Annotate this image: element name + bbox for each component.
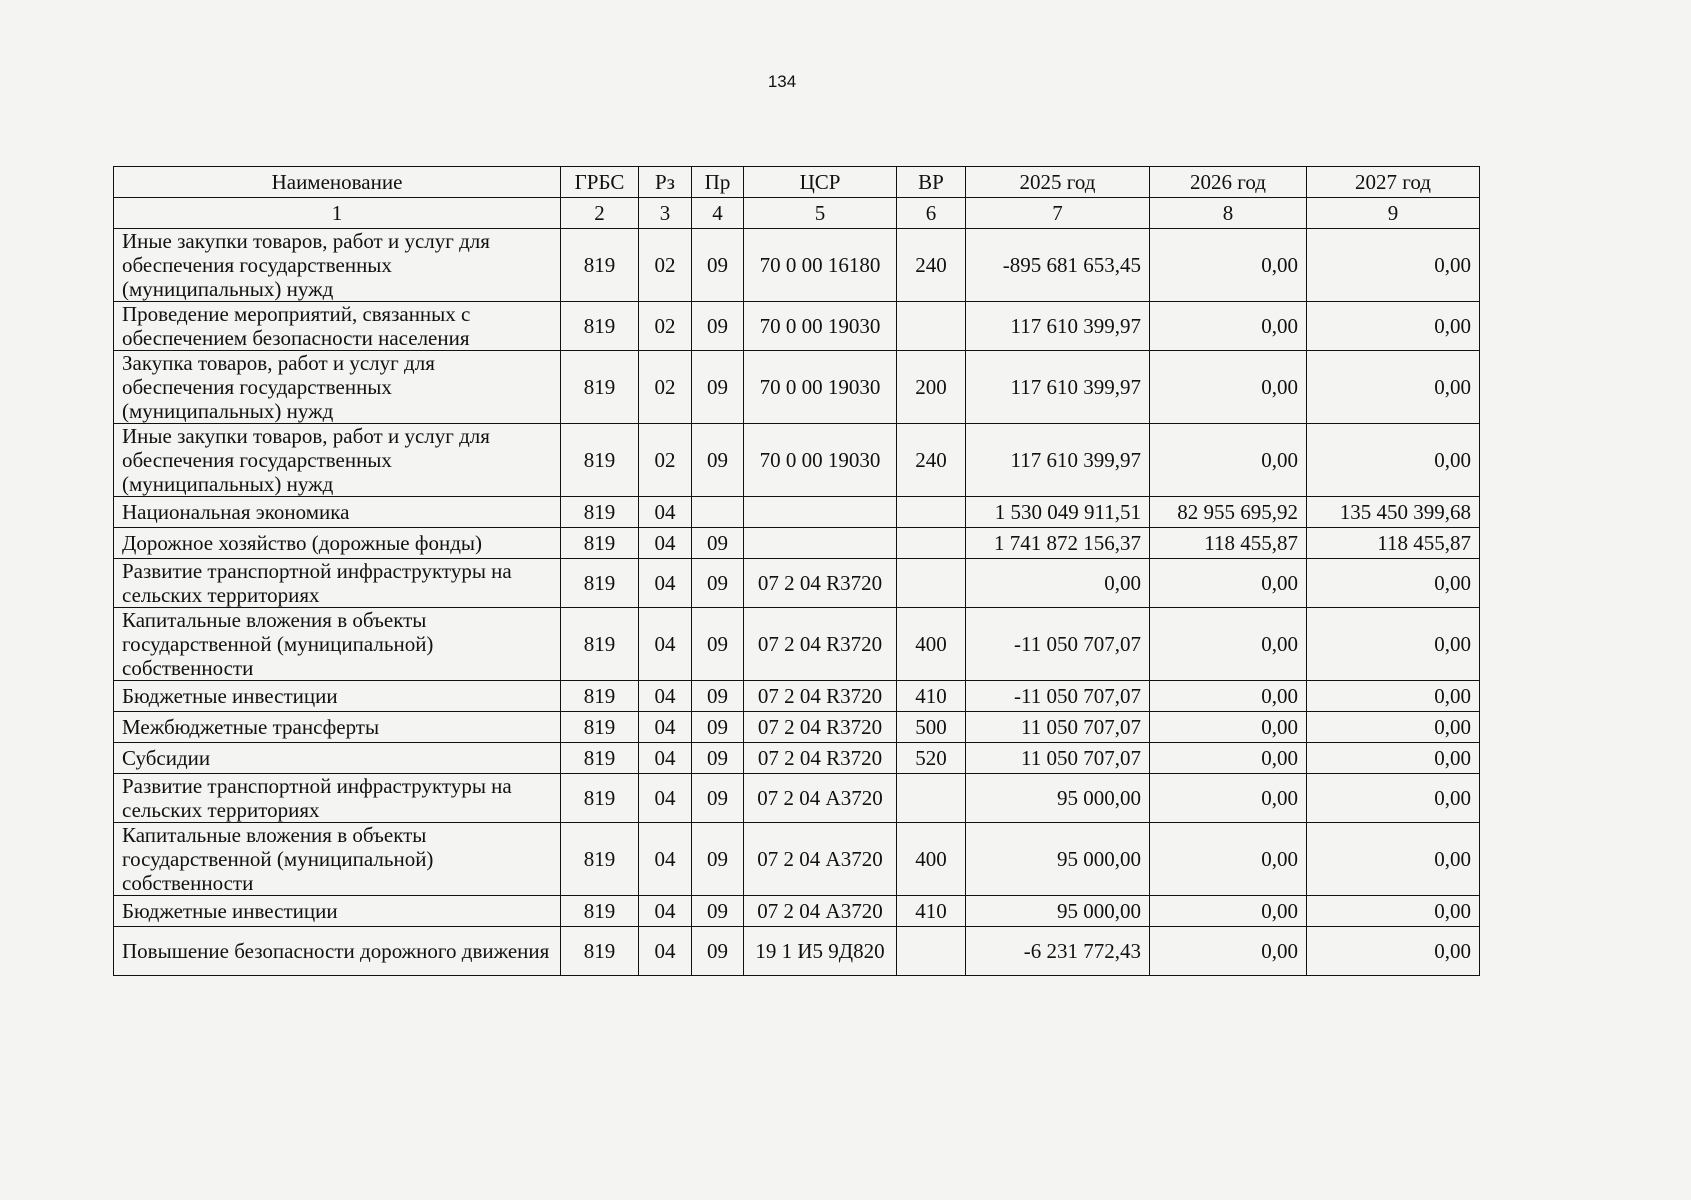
- cell-2027: 0,00: [1307, 229, 1480, 302]
- cell-pr: 09: [692, 896, 744, 927]
- header-vr: ВР: [897, 167, 966, 198]
- budget-table: [113, 166, 1480, 976]
- cell-vr: 400: [897, 608, 966, 681]
- table-row: [114, 927, 1480, 976]
- cell-csr: 07 2 04 А3720: [744, 896, 897, 927]
- cell-pr: 09: [692, 681, 744, 712]
- cell-pr: 09: [692, 424, 744, 497]
- table-row: [114, 302, 1480, 351]
- cell-pr: 09: [692, 559, 744, 608]
- cell-2026: 0,00: [1150, 681, 1307, 712]
- cell-rz: 02: [639, 302, 692, 351]
- cell-vr: 500: [897, 712, 966, 743]
- cell-grbs: 819: [561, 424, 639, 497]
- cell-2026: 0,00: [1150, 896, 1307, 927]
- cell-csr: 07 2 04 R3720: [744, 743, 897, 774]
- cell-pr: 09: [692, 823, 744, 896]
- column-index: 9: [1307, 198, 1480, 229]
- cell-2025: 117 610 399,97: [966, 351, 1150, 424]
- cell-2025: 11 050 707,07: [966, 743, 1150, 774]
- cell-vr: [897, 302, 966, 351]
- cell-grbs: 819: [561, 774, 639, 823]
- cell-name: Проведение мероприятий, связанных с обеспечением безопасности населения: [114, 302, 561, 351]
- cell-csr: 07 2 04 А3720: [744, 774, 897, 823]
- cell-grbs: 819: [561, 896, 639, 927]
- cell-grbs: 819: [561, 528, 639, 559]
- column-index: 1: [114, 198, 561, 229]
- table-row: [114, 774, 1480, 823]
- table-row: [114, 823, 1480, 896]
- cell-2026: 0,00: [1150, 823, 1307, 896]
- cell-2026: 0,00: [1150, 608, 1307, 681]
- cell-2027: 0,00: [1307, 351, 1480, 424]
- cell-2025: 0,00: [966, 559, 1150, 608]
- table-row: [114, 559, 1480, 608]
- cell-2026: 0,00: [1150, 229, 1307, 302]
- cell-2026: 0,00: [1150, 927, 1307, 976]
- table-row: [114, 229, 1480, 302]
- cell-2026: 0,00: [1150, 424, 1307, 497]
- cell-pr: [692, 497, 744, 528]
- cell-2026: 0,00: [1150, 743, 1307, 774]
- cell-rz: 04: [639, 497, 692, 528]
- cell-rz: 02: [639, 424, 692, 497]
- header-csr: ЦСР: [744, 167, 897, 198]
- cell-pr: 09: [692, 229, 744, 302]
- column-index: 7: [966, 198, 1150, 229]
- cell-csr: 70 0 00 16180: [744, 229, 897, 302]
- cell-name: Иные закупки товаров, работ и услуг для обеспечения государственных (муниципальных) нужд: [114, 424, 561, 497]
- table-row: [114, 497, 1480, 528]
- cell-2027: 0,00: [1307, 712, 1480, 743]
- cell-grbs: 819: [561, 681, 639, 712]
- header-2026: 2026 год: [1150, 167, 1307, 198]
- cell-2025: 117 610 399,97: [966, 424, 1150, 497]
- cell-pr: 09: [692, 528, 744, 559]
- cell-name: Бюджетные инвестиции: [114, 896, 561, 927]
- cell-pr: 09: [692, 774, 744, 823]
- cell-2025: 1 741 872 156,37: [966, 528, 1150, 559]
- table-row: [114, 528, 1480, 559]
- header-row: [114, 167, 1480, 198]
- column-index: 4: [692, 198, 744, 229]
- cell-2025: 95 000,00: [966, 774, 1150, 823]
- table-row: [114, 743, 1480, 774]
- cell-grbs: 819: [561, 497, 639, 528]
- cell-grbs: 819: [561, 927, 639, 976]
- cell-csr: [744, 497, 897, 528]
- cell-2026: 0,00: [1150, 774, 1307, 823]
- cell-csr: 07 2 04 R3720: [744, 559, 897, 608]
- header-2025: 2025 год: [966, 167, 1150, 198]
- table-row: [114, 351, 1480, 424]
- cell-2027: 0,00: [1307, 424, 1480, 497]
- cell-name: Развитие транспортной инфраструктуры на сельских территориях: [114, 559, 561, 608]
- cell-name: Бюджетные инвестиции: [114, 681, 561, 712]
- page-number: 134: [767, 72, 797, 91]
- cell-vr: [897, 528, 966, 559]
- cell-2027: 0,00: [1307, 896, 1480, 927]
- table-row: [114, 896, 1480, 927]
- table-row: [114, 608, 1480, 681]
- cell-2027: 0,00: [1307, 823, 1480, 896]
- table-row: [114, 681, 1480, 712]
- cell-2026: 118 455,87: [1150, 528, 1307, 559]
- header-2027: 2027 год: [1307, 167, 1480, 198]
- cell-rz: 04: [639, 681, 692, 712]
- cell-csr: 07 2 04 R3720: [744, 681, 897, 712]
- cell-grbs: 819: [561, 229, 639, 302]
- cell-grbs: 819: [561, 608, 639, 681]
- column-index: 8: [1150, 198, 1307, 229]
- cell-csr: 70 0 00 19030: [744, 351, 897, 424]
- cell-name: Межбюджетные трансферты: [114, 712, 561, 743]
- cell-2026: 0,00: [1150, 302, 1307, 351]
- cell-rz: 04: [639, 927, 692, 976]
- cell-csr: [744, 528, 897, 559]
- cell-grbs: 819: [561, 559, 639, 608]
- cell-rz: 04: [639, 743, 692, 774]
- cell-grbs: 819: [561, 351, 639, 424]
- cell-csr: 70 0 00 19030: [744, 424, 897, 497]
- cell-vr: 240: [897, 229, 966, 302]
- cell-csr: 07 2 04 R3720: [744, 712, 897, 743]
- cell-name: Закупка товаров, работ и услуг для обеспечения государственных (муниципальных) нужд: [114, 351, 561, 424]
- cell-pr: 09: [692, 743, 744, 774]
- cell-pr: 09: [692, 302, 744, 351]
- cell-name: Субсидии: [114, 743, 561, 774]
- column-index: 2: [561, 198, 639, 229]
- column-index: 6: [897, 198, 966, 229]
- cell-2027: 0,00: [1307, 927, 1480, 976]
- cell-name: Иные закупки товаров, работ и услуг для обеспечения государственных (муниципальных) нужд: [114, 229, 561, 302]
- cell-vr: [897, 927, 966, 976]
- cell-2026: 0,00: [1150, 559, 1307, 608]
- cell-name: Капитальные вложения в объекты государственной (муниципальной) собственности: [114, 608, 561, 681]
- cell-2025: 95 000,00: [966, 896, 1150, 927]
- header-rz: Рз: [639, 167, 692, 198]
- cell-2025: -6 231 772,43: [966, 927, 1150, 976]
- cell-rz: 04: [639, 712, 692, 743]
- table-row: [114, 424, 1480, 497]
- column-index-row: [114, 198, 1480, 229]
- cell-grbs: 819: [561, 823, 639, 896]
- cell-2027: 135 450 399,68: [1307, 497, 1480, 528]
- cell-vr: 400: [897, 823, 966, 896]
- cell-rz: 02: [639, 351, 692, 424]
- cell-2027: 0,00: [1307, 774, 1480, 823]
- cell-2027: 0,00: [1307, 302, 1480, 351]
- cell-pr: 09: [692, 351, 744, 424]
- cell-2026: 82 955 695,92: [1150, 497, 1307, 528]
- cell-rz: 04: [639, 528, 692, 559]
- cell-2027: 0,00: [1307, 608, 1480, 681]
- cell-csr: 07 2 04 А3720: [744, 823, 897, 896]
- cell-vr: 410: [897, 896, 966, 927]
- cell-pr: 09: [692, 712, 744, 743]
- cell-csr: 70 0 00 19030: [744, 302, 897, 351]
- cell-rz: 02: [639, 229, 692, 302]
- cell-name: Развитие транспортной инфраструктуры на сельских территориях: [114, 774, 561, 823]
- cell-pr: 09: [692, 927, 744, 976]
- cell-2025: -11 050 707,07: [966, 681, 1150, 712]
- cell-2027: 0,00: [1307, 681, 1480, 712]
- cell-2025: 1 530 049 911,51: [966, 497, 1150, 528]
- header-grbs: ГРБС: [561, 167, 639, 198]
- cell-2027: 118 455,87: [1307, 528, 1480, 559]
- cell-name: Повышение безопасности дорожного движения: [114, 927, 561, 976]
- cell-pr: 09: [692, 608, 744, 681]
- cell-vr: [897, 774, 966, 823]
- cell-name: Капитальные вложения в объекты государственной (муниципальной) собственности: [114, 823, 561, 896]
- cell-2027: 0,00: [1307, 559, 1480, 608]
- cell-vr: 520: [897, 743, 966, 774]
- cell-name: Дорожное хозяйство (дорожные фонды): [114, 528, 561, 559]
- cell-2025: 117 610 399,97: [966, 302, 1150, 351]
- cell-rz: 04: [639, 608, 692, 681]
- cell-vr: 410: [897, 681, 966, 712]
- column-index: 3: [639, 198, 692, 229]
- cell-vr: 200: [897, 351, 966, 424]
- cell-name: Национальная экономика: [114, 497, 561, 528]
- cell-rz: 04: [639, 896, 692, 927]
- cell-grbs: 819: [561, 302, 639, 351]
- cell-2025: 11 050 707,07: [966, 712, 1150, 743]
- column-index: 5: [744, 198, 897, 229]
- table-row: [114, 712, 1480, 743]
- cell-vr: 240: [897, 424, 966, 497]
- cell-vr: [897, 497, 966, 528]
- cell-2027: 0,00: [1307, 743, 1480, 774]
- header-name: Наименование: [114, 167, 561, 198]
- cell-csr: 07 2 04 R3720: [744, 608, 897, 681]
- cell-rz: 04: [639, 774, 692, 823]
- cell-csr: 19 1 И5 9Д820: [744, 927, 897, 976]
- header-pr: Пр: [692, 167, 744, 198]
- cell-vr: [897, 559, 966, 608]
- cell-rz: 04: [639, 823, 692, 896]
- cell-2025: 95 000,00: [966, 823, 1150, 896]
- cell-grbs: 819: [561, 743, 639, 774]
- cell-2026: 0,00: [1150, 712, 1307, 743]
- cell-rz: 04: [639, 559, 692, 608]
- cell-2025: -11 050 707,07: [966, 608, 1150, 681]
- cell-grbs: 819: [561, 712, 639, 743]
- cell-2026: 0,00: [1150, 351, 1307, 424]
- cell-2025: -895 681 653,45: [966, 229, 1150, 302]
